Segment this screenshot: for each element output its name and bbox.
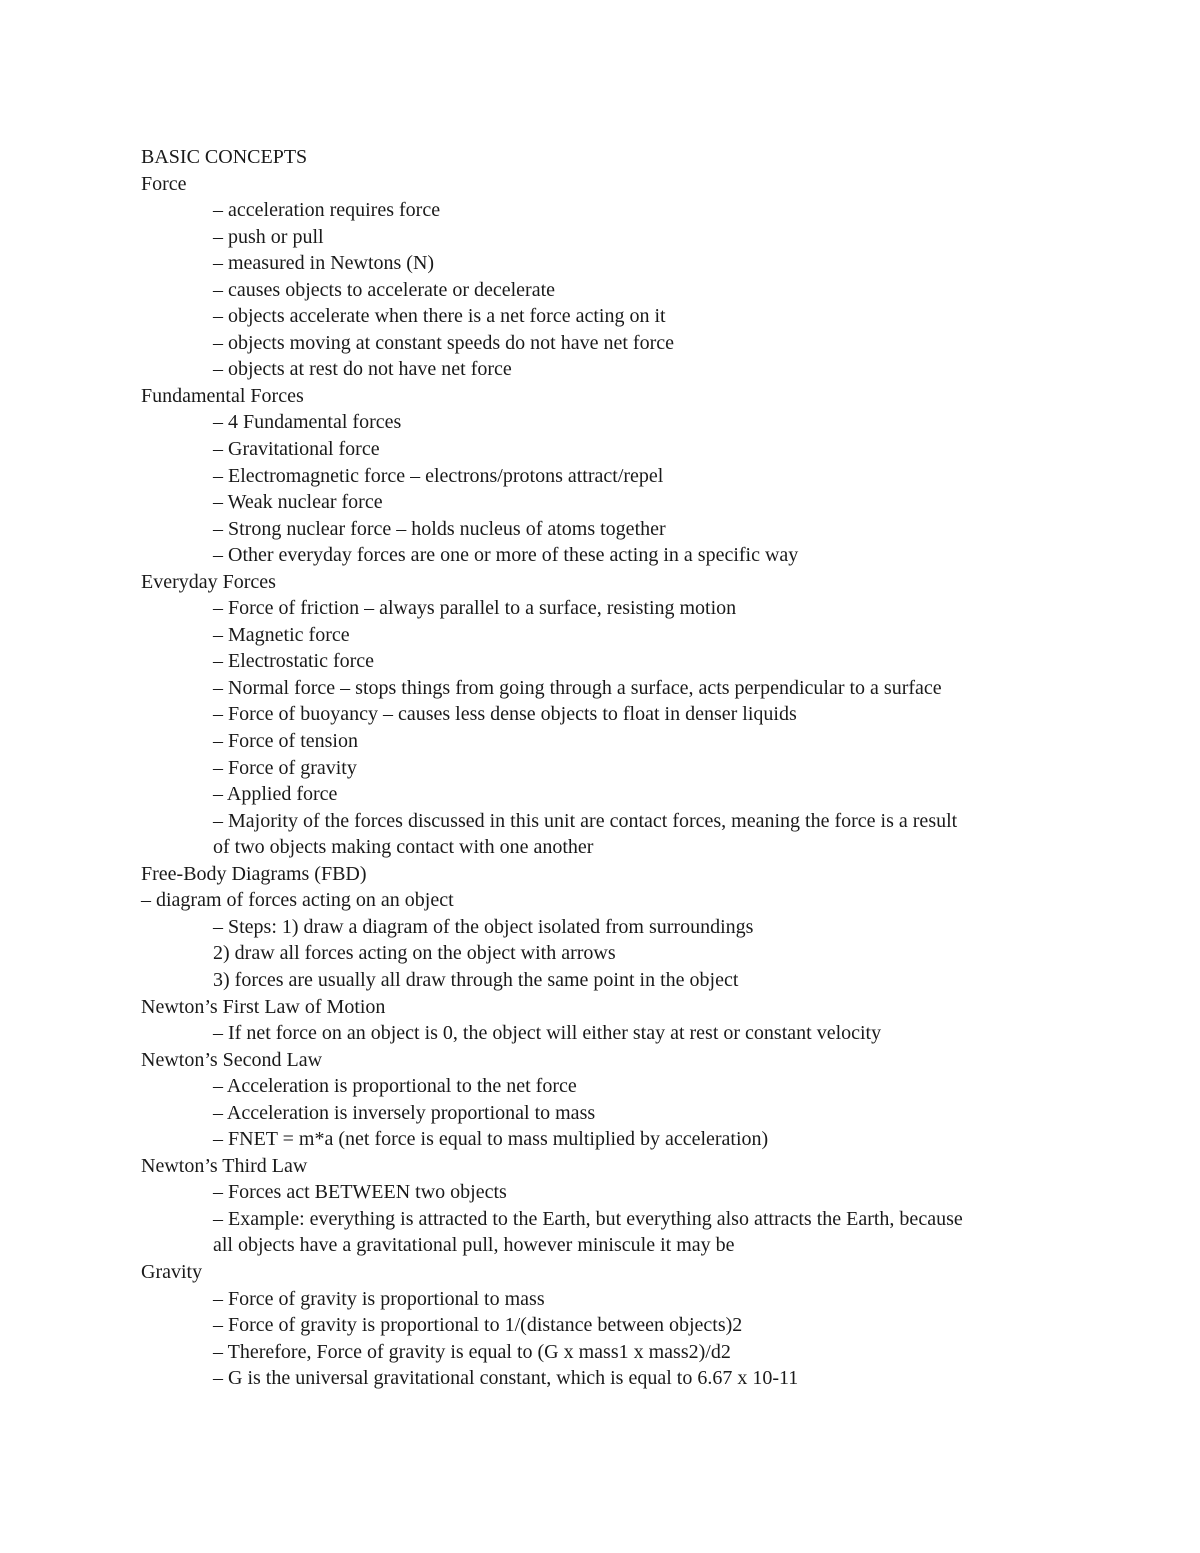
list-item: – Force of gravity	[213, 756, 357, 779]
list-item: – Strong nuclear force – holds nucleus of atoms together	[213, 517, 666, 540]
list-item: – measured in Newtons (N)	[213, 252, 435, 275]
list-item: – Magnetic force	[213, 623, 350, 646]
section-heading-second-law: Newton’s Second Law	[141, 1048, 323, 1071]
list-item: – Majority of the forces discussed in this unit are contact forces, meaning the force is a result	[213, 809, 958, 832]
list-item: – Force of friction – always parallel to a surface, resisting motion	[213, 597, 737, 620]
list-item-continuation: all objects have a gravitational pull, however miniscule it may be	[213, 1234, 735, 1257]
list-item: – Weak nuclear force	[213, 491, 383, 514]
list-item: – Normal force – stops things from going through a surface, acts perpendicular to a surface	[213, 676, 942, 699]
list-item: – FNET = m*a (net force is equal to mass multiplied by acceleration)	[213, 1128, 769, 1151]
list-item: – Acceleration is inversely proportional to mass	[213, 1101, 596, 1124]
list-item: – Electrostatic force	[213, 650, 375, 673]
list-item: – causes objects to accelerate or decelerate	[213, 278, 556, 301]
list-item: – Electromagnetic force – electrons/protons attract/repel	[213, 464, 664, 487]
section-heading-third-law: Newton’s Third Law	[141, 1154, 308, 1177]
list-item: 3) forces are usually all draw through the same point in the object	[213, 968, 739, 991]
list-item: – Force of tension	[213, 730, 358, 753]
section-heading-fundamental-forces: Fundamental Forces	[141, 384, 304, 407]
list-item: – 4 Fundamental forces	[213, 411, 402, 434]
list-item: – Gravitational force	[213, 438, 380, 461]
list-item: – objects moving at constant speeds do not have net force	[213, 331, 674, 354]
list-item: – Example: everything is attracted to the Earth, but everything also attracts the Earth, because	[213, 1207, 963, 1230]
section-heading-everyday-forces: Everyday Forces	[141, 570, 276, 593]
document-body	[141, 144, 1071, 1392]
section-heading-first-law: Newton’s First Law of Motion	[141, 995, 386, 1018]
list-item: – If net force on an object is 0, the object will either stay at rest or constant velocity	[213, 1022, 882, 1045]
list-item: – acceleration requires force	[213, 199, 441, 222]
list-item: – Forces act BETWEEN two objects	[213, 1181, 507, 1204]
list-item: – G is the universal gravitational constant, which is equal to 6.67 x 10-11	[213, 1367, 799, 1390]
list-item: – Force of gravity is proportional to mass	[213, 1287, 545, 1310]
list-item: – Other everyday forces are one or more of these acting in a specific way	[213, 544, 799, 567]
document-title: BASIC CONCEPTS	[141, 146, 308, 168]
list-item: – objects at rest do not have net force	[213, 358, 512, 381]
list-item: – Force of gravity is proportional to 1/(distance between objects)2	[213, 1314, 743, 1337]
list-item-continuation: of two objects making contact with one another	[213, 836, 594, 859]
list-item: – Steps: 1) draw a diagram of the object isolated from surroundings	[213, 915, 754, 938]
section-heading-gravity: Gravity	[141, 1260, 203, 1283]
list-item: – Therefore, Force of gravity is equal to (G x mass1 x mass2)/d2	[213, 1340, 731, 1363]
section-heading-free-body-diagrams: Free-Body Diagrams (FBD)	[141, 862, 367, 885]
list-item: – Acceleration is proportional to the net force	[213, 1075, 577, 1098]
list-item: – push or pull	[213, 225, 324, 248]
section-definition: – diagram of forces acting on an object	[141, 889, 454, 912]
list-item: 2) draw all forces acting on the object with arrows	[213, 942, 616, 965]
list-item: – objects accelerate when there is a net force acting on it	[213, 305, 666, 328]
section-heading-force: Force	[141, 172, 187, 195]
list-item: – Force of buoyancy – causes less dense objects to float in denser liquids	[213, 703, 797, 726]
list-item: – Applied force	[213, 783, 338, 806]
